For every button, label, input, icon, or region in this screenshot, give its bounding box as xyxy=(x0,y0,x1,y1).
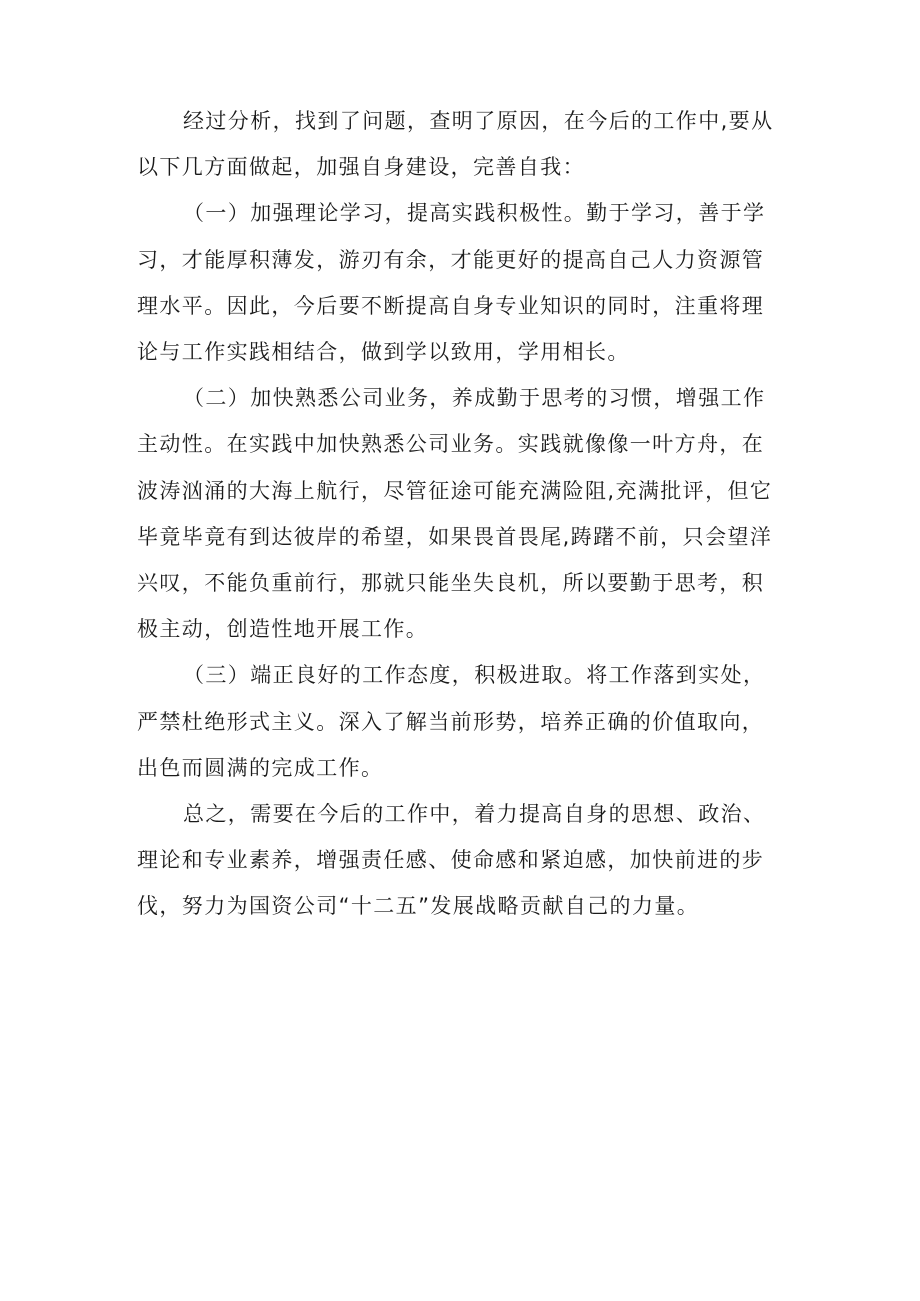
paragraph-point-3 xyxy=(137,652,797,791)
text-line: 毕竟毕竟有到达彼岸的希望，如果畏首畏尾,踌躇不前，只会望洋 xyxy=(137,524,773,549)
paragraph-conclusion xyxy=(137,791,797,930)
text-line: 极主动，创造性地开展工作。 xyxy=(137,617,429,642)
text-line: （二）加快熟悉公司业务，养成勤于思考的习惯，增强工作 xyxy=(183,386,766,411)
text-line: 以下几方面做起，加强自身建设，完善自我： xyxy=(137,155,585,180)
paragraph-point-2 xyxy=(137,375,797,652)
text-line: 波涛汹涌的大海上航行，尽管征途可能充满险阻,充满批评，但它 xyxy=(137,478,773,503)
text-line: 伐，努力为国资公司“十二五”发展战略贡献自己的力量。 xyxy=(137,894,700,919)
text-line: 经过分析，找到了问题，查明了原因，在今后的工作中,要从 xyxy=(183,109,774,133)
text-line: 严禁杜绝形式主义。深入了解当前形势，培养正确的价值取向， xyxy=(137,709,765,734)
text-line: 理论和专业素养，增强责任感、使命感和紧迫感，加快前进的步 xyxy=(137,848,765,873)
text-line: 出色而圆满的完成工作。 xyxy=(137,755,384,780)
text-line: （一）加强理论学习，提高实践积极性。勤于学习，善于学 xyxy=(183,201,766,226)
paragraph-point-1 xyxy=(137,190,797,375)
text-line: 习，才能厚积薄发，游刃有余，才能更好的提高自己人力资源管 xyxy=(137,247,765,272)
text-line: （三）端正良好的工作态度，积极进取。将工作落到实处， xyxy=(183,663,766,688)
text-line: 论与工作实践相结合，做到学以致用，学用相长。 xyxy=(137,340,630,365)
text-line: 主动性。在实践中加快熟悉公司业务。实践就像像一叶方舟，在 xyxy=(137,432,765,457)
text-line: 兴叹，不能负重前行，那就只能坐失良机，所以要勤于思考，积 xyxy=(137,571,765,596)
text-line: 总之，需要在今后的工作中，着力提高自身的思想、政治、 xyxy=(183,802,766,827)
paragraph-intro xyxy=(137,98,797,190)
document-body xyxy=(137,98,797,930)
text-line: 理水平。因此，今后要不断提高自身专业知识的同时，注重将理 xyxy=(137,293,765,318)
